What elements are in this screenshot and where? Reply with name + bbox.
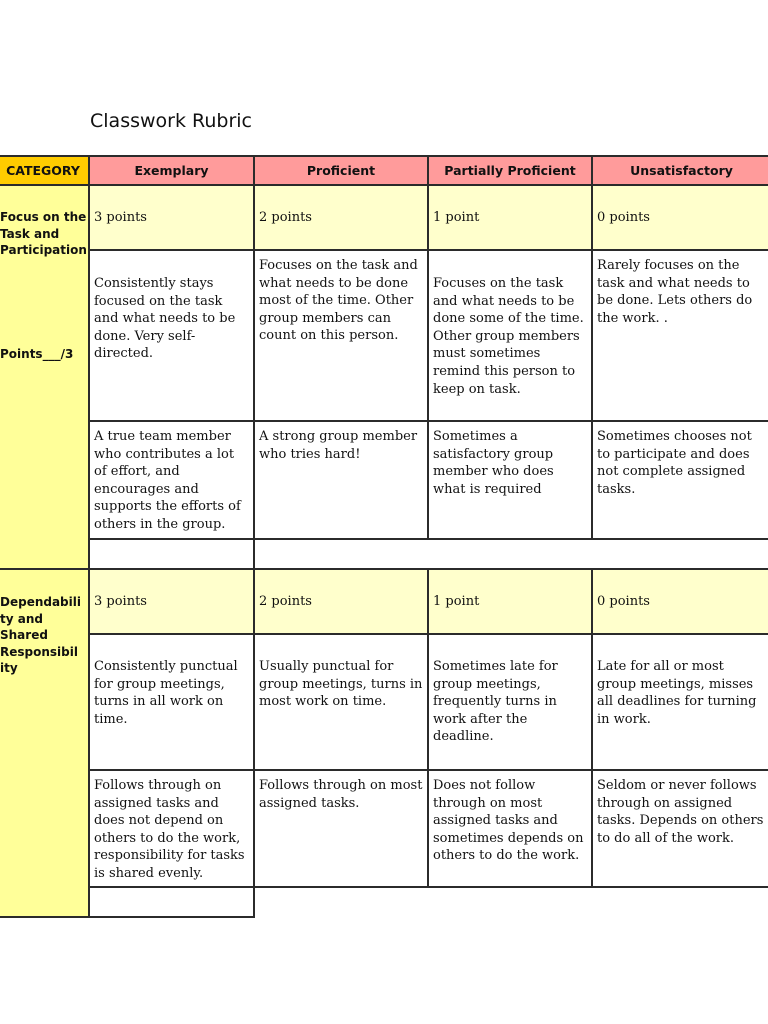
points-cell: 0 points bbox=[591, 184, 768, 251]
points-cell: 2 points bbox=[253, 568, 429, 635]
description-cell: Rarely focuses on the task and what needs to be done. Lets others do the work. . bbox=[591, 249, 768, 422]
points-cell: 1 point bbox=[427, 184, 593, 251]
description-cell: Consistently punctual for group meetings, turns in all work on time. bbox=[88, 633, 255, 771]
description-cell: Focuses on the task and what needs to be done some of the time. Other group members must sometimes remind this person to keep on task. bbox=[427, 249, 593, 422]
points-cell: 1 point bbox=[427, 568, 593, 635]
description-cell: Usually punctual for group meetings, turns in most work on time. bbox=[253, 633, 429, 771]
category-cell-dependability bbox=[0, 568, 90, 918]
points-cell: 3 points bbox=[88, 184, 255, 251]
blank-cell bbox=[253, 538, 768, 570]
points-label: Points___/3 bbox=[0, 347, 74, 361]
blank-cell bbox=[88, 538, 255, 570]
header-proficient: Proficient bbox=[253, 155, 429, 186]
description-cell: Does not follow through on most assigned tasks and sometimes depends on others to do the work. bbox=[427, 769, 593, 888]
description-cell: Follows through on assigned tasks and does not depend on others to do the work, responsibility for tasks is shared evenly. bbox=[88, 769, 255, 888]
header-partially-proficient: Partially Proficient bbox=[427, 155, 593, 186]
blank-cell bbox=[88, 886, 255, 918]
description-cell: A true team member who contributes a lot of effort, and encourages and supports the efforts of others in the group. bbox=[88, 420, 255, 540]
category-cell-focus bbox=[0, 184, 90, 570]
description-cell: Follows through on most assigned tasks. bbox=[253, 769, 429, 888]
points-cell: 0 points bbox=[591, 568, 768, 635]
description-cell: A strong group member who tries hard! bbox=[253, 420, 429, 540]
category-label: Focus on the Task and Participation bbox=[0, 210, 87, 257]
description-cell: Focuses on the task and what needs to be done most of the time. Other group members can count on this person. bbox=[253, 249, 429, 422]
description-cell: Consistently stays focused on the task and what needs to be done. Very self-directed. bbox=[88, 249, 255, 422]
header-category: CATEGORY bbox=[0, 155, 90, 186]
header-unsatisfactory: Unsatisfactory bbox=[591, 155, 768, 186]
header-exemplary: Exemplary bbox=[88, 155, 255, 186]
description-cell: Seldom or never follows through on assigned tasks. Depends on others to do all of the work. bbox=[591, 769, 768, 888]
description-cell: Sometimes chooses not to participate and does not complete assigned tasks. bbox=[591, 420, 768, 540]
description-cell: Sometimes late for group meetings, frequently turns in work after the deadline. bbox=[427, 633, 593, 771]
description-cell: Sometimes a satisfactory group member who does what is required bbox=[427, 420, 593, 540]
page-title: Classwork Rubric bbox=[90, 110, 252, 132]
category-label: Dependabili ty and Shared Responsibil ity bbox=[0, 595, 81, 675]
points-cell: 2 points bbox=[253, 184, 429, 251]
points-cell: 3 points bbox=[88, 568, 255, 635]
description-cell: Late for all or most group meetings, misses all deadlines for turning in work. bbox=[591, 633, 768, 771]
